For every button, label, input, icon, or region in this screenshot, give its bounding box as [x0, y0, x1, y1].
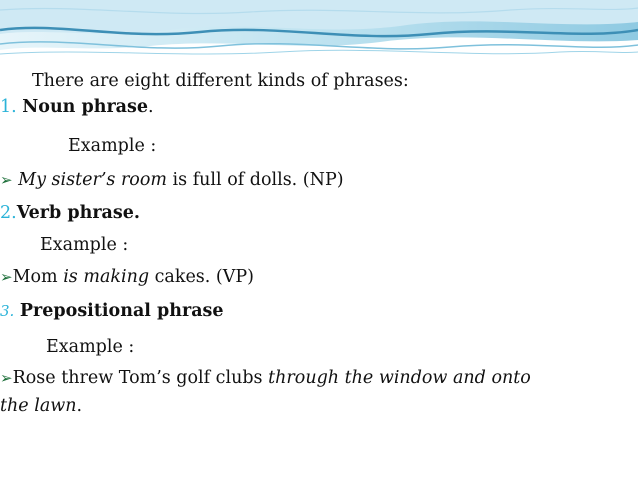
example-2-before: Mom: [12, 267, 64, 287]
section-1-title-suffix: .: [148, 97, 154, 117]
example-label: Example :: [68, 136, 157, 156]
example-3-before: Rose threw Tom’s golf clubs: [12, 368, 269, 388]
intro-text: There are eight different kinds of phrases:: [32, 71, 409, 91]
example-3-italic: through the window and onto: [268, 368, 531, 388]
example-1-line: [0, 169, 630, 191]
section-1-heading: [0, 96, 630, 118]
example-3-line: [0, 367, 630, 389]
example-label: Example :: [46, 337, 135, 357]
example-label: Example :: [40, 235, 129, 255]
example-3-tail: .: [76, 396, 83, 416]
arrow-bullet-icon: ➢: [0, 268, 13, 286]
example-1-rest: is full of dolls. (NP): [166, 170, 344, 190]
section-2-number: 2.: [0, 203, 17, 223]
arrow-bullet-icon: ➢: [0, 369, 13, 387]
example-2-rest: cakes. (VP): [149, 267, 254, 287]
section-2-heading: [0, 202, 630, 224]
wave-banner: [0, 0, 638, 62]
section-3-heading: [0, 300, 630, 322]
example-3-continuation: the lawn: [0, 396, 77, 416]
section-1-title: Noun phrase: [22, 97, 148, 117]
section-2-title: Verb phrase.: [16, 203, 140, 223]
example-2-italic: is making: [63, 267, 150, 287]
section-3-title: Prepositional phrase: [19, 301, 224, 321]
example-3-continuation-line: [0, 395, 630, 417]
section-1-number: 1.: [0, 97, 17, 117]
section-3-number: 3.: [0, 302, 15, 320]
example-2-line: [0, 266, 630, 288]
example-1-italic: My sister’s room: [18, 170, 167, 190]
arrow-bullet-icon: ➢: [0, 171, 13, 189]
